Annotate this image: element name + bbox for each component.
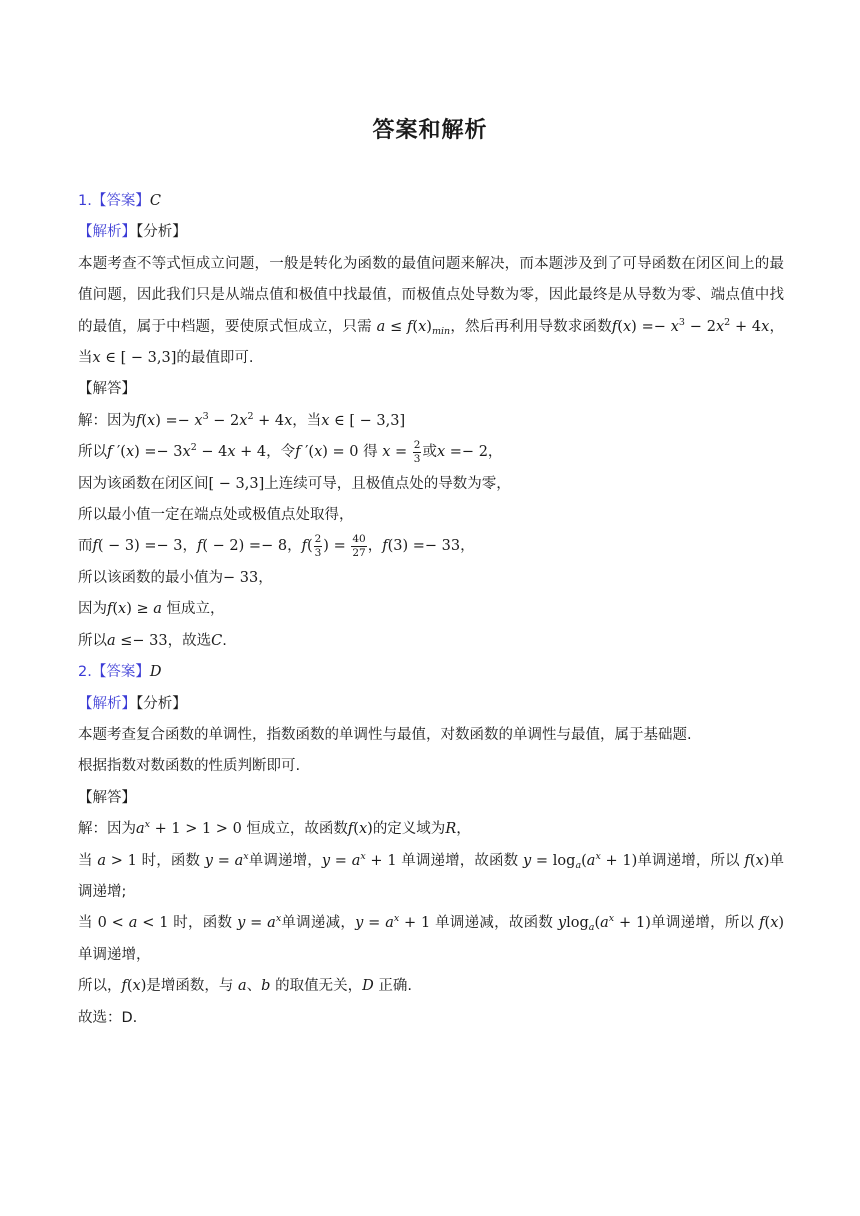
q1-condition-math: a — [376, 318, 386, 335]
q2-solution-line-1: 解：因为$a^x + 1 > 1 > 0$ 恒成立，故函数f(x)的定义域为R， — [78, 819, 471, 838]
fraction-two-thirds: $\frac{2}{3}$ — [413, 439, 421, 465]
q1-solution-line-4: 所以最小值一定在端点处或极值点处取得， — [78, 507, 354, 524]
q1-answer-line — [78, 186, 784, 217]
page-title: 答案和解析 — [372, 118, 488, 143]
q2-jieda-tag: 【解答】 — [78, 789, 136, 806]
q1-solution-line-1: 解：因为$f(x) =- x^3 - 2x^2 + 4x$，当x ∈ [ − 3,3] — [78, 410, 406, 429]
q1-jiexi-tag: 【解析】 — [78, 224, 136, 241]
q1-solution-line-7: 因为f(x) ≥ a 恒成立， — [78, 601, 225, 618]
q1-solution-line-5: 而f( − 3) =− 3，f( − 2) =− 8，f( $\frac{2}{3}$ ) = $\frac{40}{27}$ ，f(3) =− 33， — [78, 533, 475, 559]
answers-content — [78, 186, 784, 1034]
fraction-forty-over-twentyseven: $\frac{40}{27}$ — [352, 533, 366, 559]
q1-fenxi-tag: 【分析】 — [136, 224, 187, 241]
q2-jiexi-tag: 【解析】 — [78, 695, 136, 712]
q2-answer-tag: 【答案】 — [91, 664, 150, 681]
q1-jieda-tag: 【解答】 — [78, 381, 136, 398]
q2-solution-line-3: 当 0 < a < 1 时，函数 $y = a^x$单调递减，$y = a^x + 1$ 单调递减，故函数 $ylog_a(a^x + 1)$单调递增，所以 f(x)单调递增， — [78, 913, 785, 963]
q2-solution-line-2: 当 a > 1 时，函数 $y = a^x$单调递增，$y = a^x + 1$ 单调递增，故函数 $y = \log_a(a^x + 1)$单调递增，所以 f(x)单调递增; — [78, 850, 785, 900]
q2-analysis-line-1: 本题考查复合函数的单调性，指数函数的单调性与最值，对数函数的单调性与最值，属于基础题. — [78, 726, 692, 743]
q1-solution-line-3: 因为该函数在闭区间[ − 3,3]上连续可导，且极值点处的导数为零， — [78, 475, 511, 492]
q2-answer-line — [78, 657, 784, 688]
q2-analysis-line-2: 根据指数对数函数的性质判断即可. — [78, 758, 301, 775]
q2-solution-line-5: 故选：D. — [78, 1009, 138, 1026]
q2-analysis-tags — [78, 689, 784, 720]
q1-analysis-paragraph: 本题考查不等式恒成立问题，一般是转化为函数的最值问题来解决，而本题涉及到了可导函数在闭区间上的最值问题，因此我们只是从端点值和极值中找最值，而极值点处导数为零，因此最终是从导数为零、端点值中找的最值，属于中档题，要使原式恒成立，只需 $a \le f(x)_{min}$，然后再利用导数求函数$f(x) =- x^3 - 2x^2 + 4x$，当x ∈ [ − 3,3]的最值即可. — [78, 255, 785, 367]
q1-solution-line-8: 所以a ≤− 33，故选C. — [78, 632, 227, 649]
q1-solution-line-6: 所以该函数的最小值为− 33， — [78, 569, 273, 586]
q1-analysis-tags — [78, 217, 784, 248]
q1-number: 1. — [78, 193, 92, 209]
q2-fenxi-tag: 【分析】 — [136, 695, 187, 712]
q2-solution-line-4: 所以，f(x)是增函数，与 a、b 的取值无关，D 正确. — [78, 978, 412, 995]
q1-answer: C — [149, 193, 161, 209]
q2-answer: D — [149, 664, 162, 681]
q1-function-math: f — [611, 318, 618, 335]
q1-solution-line-2: 所以f $'(x) =- 3x^2 - 4x + 4$，令f ′(x) = 0 得 x = $\frac{2}{3}$ 或x =− 2， — [78, 439, 503, 465]
q1-answer-tag: 【答案】 — [91, 193, 150, 209]
q2-number: 2. — [78, 664, 92, 681]
